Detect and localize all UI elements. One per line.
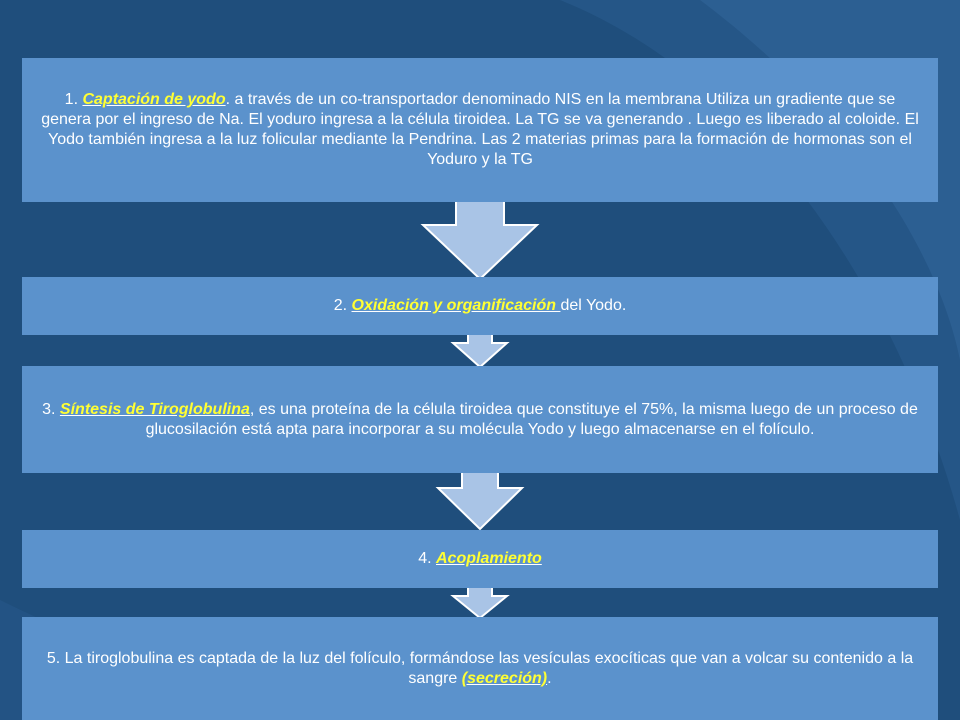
step-box-3	[22, 366, 938, 473]
step-box-5	[22, 617, 938, 720]
arrow-down-icon	[420, 200, 540, 282]
step-box-2	[22, 277, 938, 335]
step-highlight: Acoplamiento	[436, 550, 542, 567]
step-text: 4. Acoplamiento	[418, 550, 542, 567]
step-text: 1. Captación de yodo. a través de un co-transportador denominado NIS en la membrana Utiliza un gradiente que se genera por el ingreso de Na. El yoduro ingresa a la célula tiroidea. La TG se va generando . Luego es liberado al coloide. El Yodo también ingresa a la luz folicular mediante la Pendrina. Las 2 materias primas para la formación de hormonas son el Yoduro y la TG	[41, 91, 919, 168]
step-box-4	[22, 530, 938, 588]
step-highlight: Captación de yodo	[82, 91, 226, 108]
step-text: 2. Oxidación y organificación del Yodo.	[333, 297, 627, 314]
arrow-down-icon	[435, 470, 525, 532]
step-box-1	[22, 58, 938, 202]
step-text: 3. Síntesis de Tiroglobulina, es una proteína de la célula tiroidea que constituye el 75%, la misma luego de un proceso de glucosilación está apta para incorporar a su molécula Yodo y luego almacenarse en el folículo.	[42, 400, 918, 438]
step-text: 5. La tiroglobulina es captada de la luz del folículo, formándose las vesículas exocíticas que van a volcar su contenido a la sangre (secreción).	[46, 649, 914, 687]
arrow-down-icon	[450, 586, 510, 620]
step-highlight: Oxidación y organificación	[351, 297, 561, 314]
step-highlight: (secreción)	[461, 669, 548, 687]
step-highlight: Síntesis de Tiroglobulina	[59, 400, 250, 418]
arrow-down-icon	[450, 333, 510, 369]
